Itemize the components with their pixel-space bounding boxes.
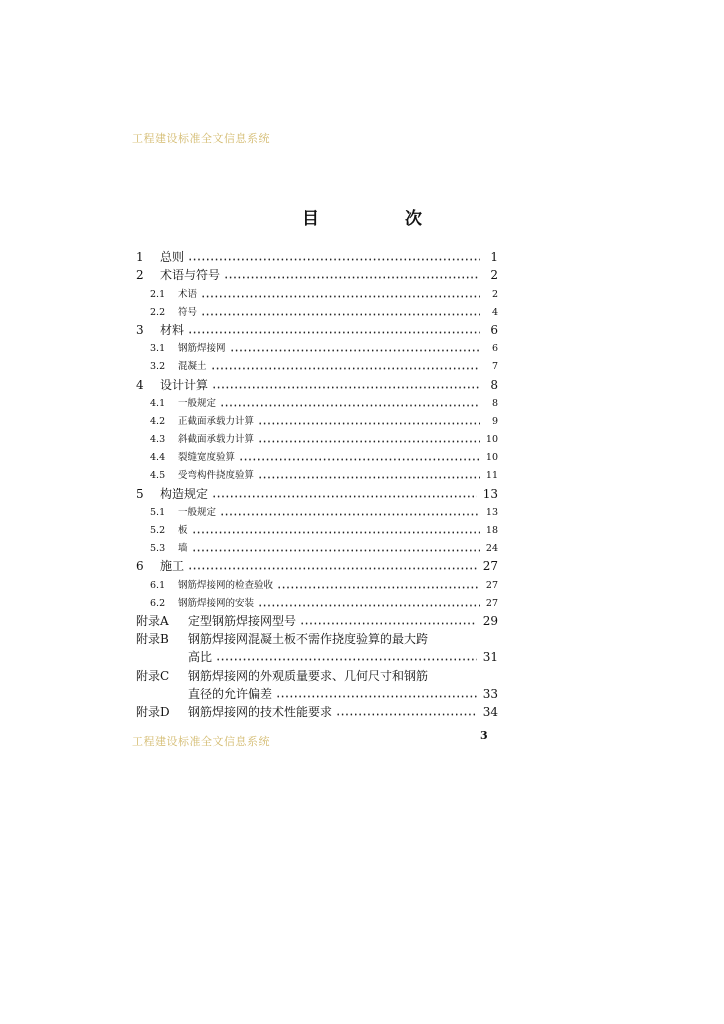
toc-title: 设计计算	[160, 377, 209, 392]
toc-title: 符号	[178, 306, 198, 318]
toc-number: 4	[136, 377, 144, 392]
toc-leader-dots	[212, 386, 480, 389]
toc-title: 钢筋焊接网混凝土板不需作挠度验算的最大跨	[188, 632, 429, 647]
toc-entry-continuation	[136, 683, 498, 701]
toc-title: 受弯构件挠度验算	[178, 470, 255, 482]
toc-number: 附录B	[136, 632, 169, 647]
toc-leader-dots	[216, 658, 477, 661]
toc-page: 31	[482, 650, 498, 665]
toc-entry	[136, 555, 498, 573]
toc-leader-dots	[239, 458, 480, 461]
toc-number: 4.1	[150, 397, 166, 409]
toc-entry	[136, 464, 498, 482]
toc-entry	[136, 537, 498, 555]
toc-entry	[136, 701, 498, 719]
toc-entry	[136, 264, 498, 282]
toc-entry	[136, 282, 498, 300]
toc-page: 2	[491, 288, 498, 300]
toc-page: 1	[490, 250, 498, 265]
toc-number: 4.2	[150, 415, 166, 427]
toc-leader-dots	[188, 258, 480, 261]
toc-page: 11	[485, 470, 498, 482]
toc-title: 混凝土	[178, 361, 207, 373]
toc-number: 附录D	[136, 704, 170, 719]
toc-page: 6	[491, 343, 498, 355]
toc-entry	[136, 519, 498, 537]
toc-entry	[136, 392, 498, 410]
toc-page: 4	[491, 306, 498, 318]
toc-title: 一般规定	[178, 397, 217, 409]
toc-title: 钢筋焊接网的检查验收	[178, 579, 274, 591]
toc-leader-dots	[258, 476, 480, 479]
toc-page: 34	[482, 704, 498, 719]
toc-leader-dots	[224, 276, 480, 279]
toc-entry	[136, 319, 498, 337]
toc-page: 27	[482, 559, 498, 574]
toc-title: 钢筋焊接网的技术性能要求	[188, 704, 333, 719]
toc-page: 8	[491, 397, 498, 409]
toc-leader-dots	[300, 622, 477, 625]
toc-entry	[136, 628, 498, 646]
toc-number: 附录A	[136, 613, 169, 628]
toc-number: 2	[136, 268, 144, 283]
toc-entry	[136, 373, 498, 391]
toc-title: 总则	[160, 250, 185, 265]
toc-number: 2.2	[150, 306, 166, 318]
toc-leader-dots	[201, 313, 480, 316]
toc-title: 斜截面承载力计算	[178, 434, 255, 446]
toc-title: 钢筋焊接网	[178, 343, 226, 355]
toc-leader-dots	[192, 549, 480, 552]
toc-number: 6.1	[150, 579, 166, 591]
toc-number: 附录C	[136, 668, 170, 683]
toc-leader-dots	[201, 295, 480, 298]
toc-page: 10	[485, 434, 498, 446]
toc-page: 6	[490, 322, 498, 337]
toc-leader-dots	[336, 713, 477, 716]
toc-number: 5.3	[150, 543, 166, 555]
toc-leader-dots	[277, 586, 480, 589]
toc-entry	[136, 355, 498, 373]
toc-entry	[136, 664, 498, 682]
toc-page: 18	[485, 525, 498, 536]
toc-number: 4.5	[150, 470, 166, 482]
toc-title: 墙	[178, 543, 188, 555]
toc-entry	[136, 428, 498, 446]
toc-title: 施工	[160, 559, 185, 574]
toc-title: 材料	[160, 322, 185, 337]
toc-page: 29	[482, 613, 498, 628]
toc-page: 10	[485, 452, 498, 464]
toc-number: 3.2	[150, 361, 166, 373]
watermark-bottom: 工程建设标准全文信息系统	[132, 735, 270, 748]
toc-title: 板	[178, 525, 188, 536]
toc-number: 5	[136, 486, 144, 501]
toc-entry	[136, 446, 498, 464]
toc-page: 2	[490, 268, 498, 283]
toc-number: 4.4	[150, 452, 166, 464]
toc-title-continued: 高比	[188, 650, 213, 665]
toc-title: 钢筋焊接网的外观质量要求、几何尺寸和钢筋	[188, 668, 429, 683]
toc-leader-dots	[188, 331, 480, 334]
toc-entry	[136, 410, 498, 428]
toc-title: 构造规定	[160, 486, 209, 501]
toc-leader-dots	[276, 695, 477, 698]
toc-leader-dots	[258, 440, 480, 443]
page-number: 3	[480, 729, 488, 742]
toc-number: 5.2	[150, 525, 166, 536]
toc-title: 术语	[178, 288, 198, 300]
toc-leader-dots	[212, 495, 477, 498]
toc-page: 27	[485, 579, 498, 591]
toc-leader-dots	[220, 513, 480, 516]
toc-entry	[136, 592, 498, 610]
watermark-top: 工程建设标准全文信息系统	[132, 132, 270, 145]
toc-leader-dots	[220, 404, 480, 407]
toc-title: 正截面承载力计算	[178, 415, 255, 427]
toc-entry	[136, 301, 498, 319]
toc-entry	[136, 246, 498, 264]
toc-number: 4.3	[150, 434, 166, 446]
toc-number: 6.2	[150, 597, 166, 609]
toc-page: 7	[491, 361, 498, 373]
toc-title: 定型钢筋焊接网型号	[188, 613, 297, 628]
toc-page: 13	[482, 486, 498, 501]
toc-page: 9	[491, 415, 498, 427]
table-of-contents	[136, 246, 498, 719]
toc-number: 2.1	[150, 288, 166, 300]
toc-leader-dots	[211, 367, 480, 370]
toc-number: 3	[136, 322, 144, 337]
toc-entry	[136, 573, 498, 591]
toc-page: 27	[485, 597, 498, 609]
toc-title: 裂缝宽度验算	[178, 452, 236, 464]
toc-page: 33	[482, 686, 498, 701]
toc-title: 一般规定	[178, 506, 217, 518]
toc-leader-dots	[188, 567, 477, 570]
toc-leader-dots	[258, 422, 480, 425]
page-title: 目 次	[302, 209, 462, 229]
toc-title: 钢筋焊接网的安装	[178, 597, 255, 609]
toc-number: 1	[136, 250, 144, 265]
toc-entry	[136, 501, 498, 519]
toc-entry	[136, 337, 498, 355]
toc-number: 5.1	[150, 506, 166, 518]
toc-leader-dots	[258, 604, 480, 607]
toc-number: 6	[136, 559, 144, 574]
toc-title-continued: 直径的允许偏差	[188, 686, 273, 701]
toc-page: 13	[485, 506, 498, 518]
toc-title: 术语与符号	[160, 268, 221, 283]
toc-leader-dots	[230, 349, 480, 352]
toc-page: 24	[485, 543, 498, 555]
toc-number: 3.1	[150, 343, 166, 355]
toc-entry-continuation	[136, 646, 498, 664]
toc-page: 8	[490, 377, 498, 392]
toc-leader-dots	[192, 531, 480, 534]
toc-entry	[136, 482, 498, 500]
toc-entry	[136, 610, 498, 628]
